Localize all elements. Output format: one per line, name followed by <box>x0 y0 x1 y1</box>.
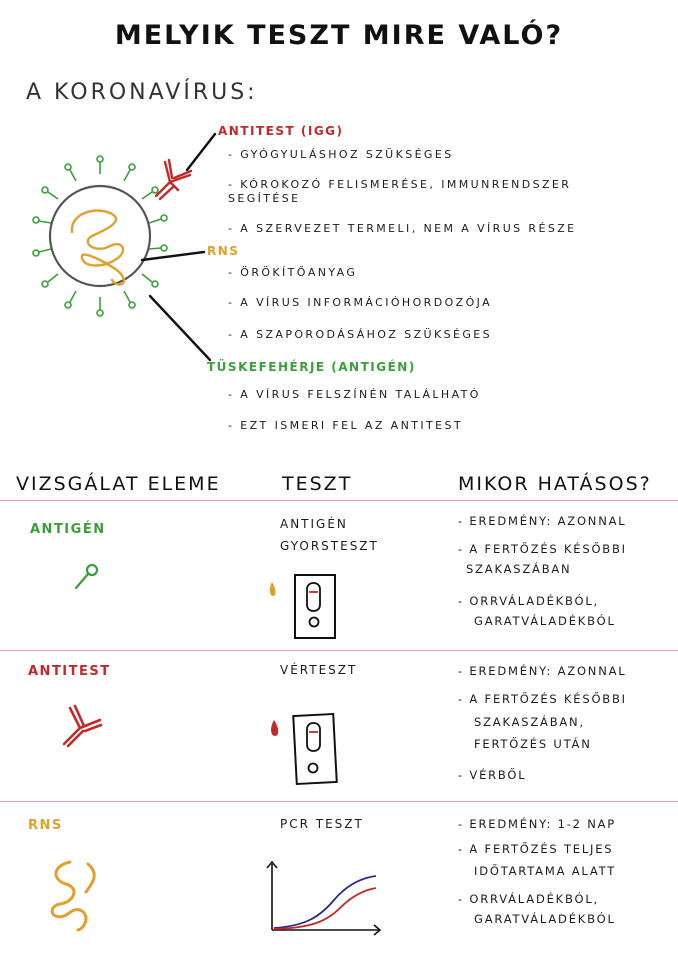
row-antigen-when-3: SZAKASZÁBAN <box>466 562 572 576</box>
rapid-test-cassette-icon <box>262 572 342 642</box>
row-antibody-when-5: - VÉRBŐL <box>458 768 527 782</box>
row-antibody-when-2: - A FERTŐZÉS KÉSŐBBI <box>458 692 627 706</box>
row-rna-test: PCR TESZT <box>280 817 364 831</box>
spike-bullet-2: - EZT ISMERI FEL AZ ANTITEST <box>228 419 463 432</box>
section-subtitle: A KORONAVÍRUS: <box>26 80 258 105</box>
row-rna-when-3: IDŐTARTAMA ALATT <box>474 864 617 878</box>
rna-bullet-3: - A SZAPORODÁSÁHOZ SZÜKSÉGES <box>228 328 492 341</box>
rna-bullet-2: - A VÍRUS INFORMÁCIÓHORDOZÓJA <box>228 296 493 309</box>
rna-label: RNS <box>207 244 240 258</box>
rna-row-icon <box>40 856 120 936</box>
row-rna-when-2: - A FERTŐZÉS TELJES <box>458 842 614 856</box>
row-antigen-test-1: ANTIGÉN <box>280 517 348 531</box>
row-rna-when-4: - ORRVÁLADÉKBÓL, <box>458 892 600 906</box>
row-antigen-when-1: - EREDMÉNY: AZONNAL <box>458 514 627 528</box>
antigen-icon <box>66 558 106 598</box>
page-title: MELYIK TESZT MIRE VALÓ? <box>114 20 564 51</box>
divider-3 <box>0 801 678 802</box>
row-antibody-when-1: - EREDMÉNY: AZONNAL <box>458 664 627 678</box>
divider-1 <box>0 500 678 501</box>
virus-body <box>50 186 150 286</box>
row-rna-when-5: GARATVÁLADÉKBÓL <box>474 912 616 926</box>
row-antibody-test: VÉRTESZT <box>280 663 358 677</box>
antibody-bullet-1: - GYÓGYULÁSHOZ SZÜKSÉGES <box>228 148 454 161</box>
row-antibody-label: ANTITEST <box>28 664 111 679</box>
row-antigen-label: ANTIGÉN <box>30 522 106 537</box>
row-antibody-when-3: SZAKASZÁBAN, <box>474 715 585 729</box>
row-antigen-when-4: - ORRVÁLADÉKBÓL, <box>458 594 600 608</box>
antibody-icon <box>156 160 191 199</box>
antibody-label: ANTITEST (IGG) <box>218 124 344 138</box>
rna-bullet-1: - ÖRÖKÍTŐANYAG <box>228 266 358 279</box>
row-antigen-when-2: - A FERTŐZÉS KÉSŐBBI <box>458 542 627 556</box>
spike-bullet-1: - A VÍRUS FELSZÍNÉN TALÁLHATÓ <box>228 388 481 401</box>
pcr-amplification-chart-icon <box>264 856 384 936</box>
header-test: TESZT <box>282 473 353 495</box>
antibody-bullet-2: - KÓROKOZÓ FELISMERÉSE, IMMUNRENDSZER SEGÍTÉSE <box>228 178 572 205</box>
row-antigen-when-5: GARATVÁLADÉKBÓL <box>474 614 616 628</box>
row-antigen-test-2: GYORSTESZT <box>280 539 379 553</box>
divider-2 <box>0 650 678 651</box>
antibody-row-icon <box>56 700 106 750</box>
antibody-bullet-3: - A SZERVEZET TERMELI, NEM A VÍRUS RÉSZE <box>228 222 577 235</box>
blood-test-cassette-icon <box>262 712 342 788</box>
spike-label: TÜSKEFEHÉRJE (ANTIGÉN) <box>207 360 416 374</box>
row-antibody-when-4: FERTŐZÉS UTÁN <box>474 737 592 751</box>
header-element: VIZSGÁLAT ELEME <box>16 473 221 495</box>
header-when: MIKOR HATÁSOS? <box>458 473 652 495</box>
row-rna-when-1: - EREDMÉNY: 1-2 NAP <box>458 817 617 831</box>
row-rna-label: RNS <box>28 818 63 833</box>
